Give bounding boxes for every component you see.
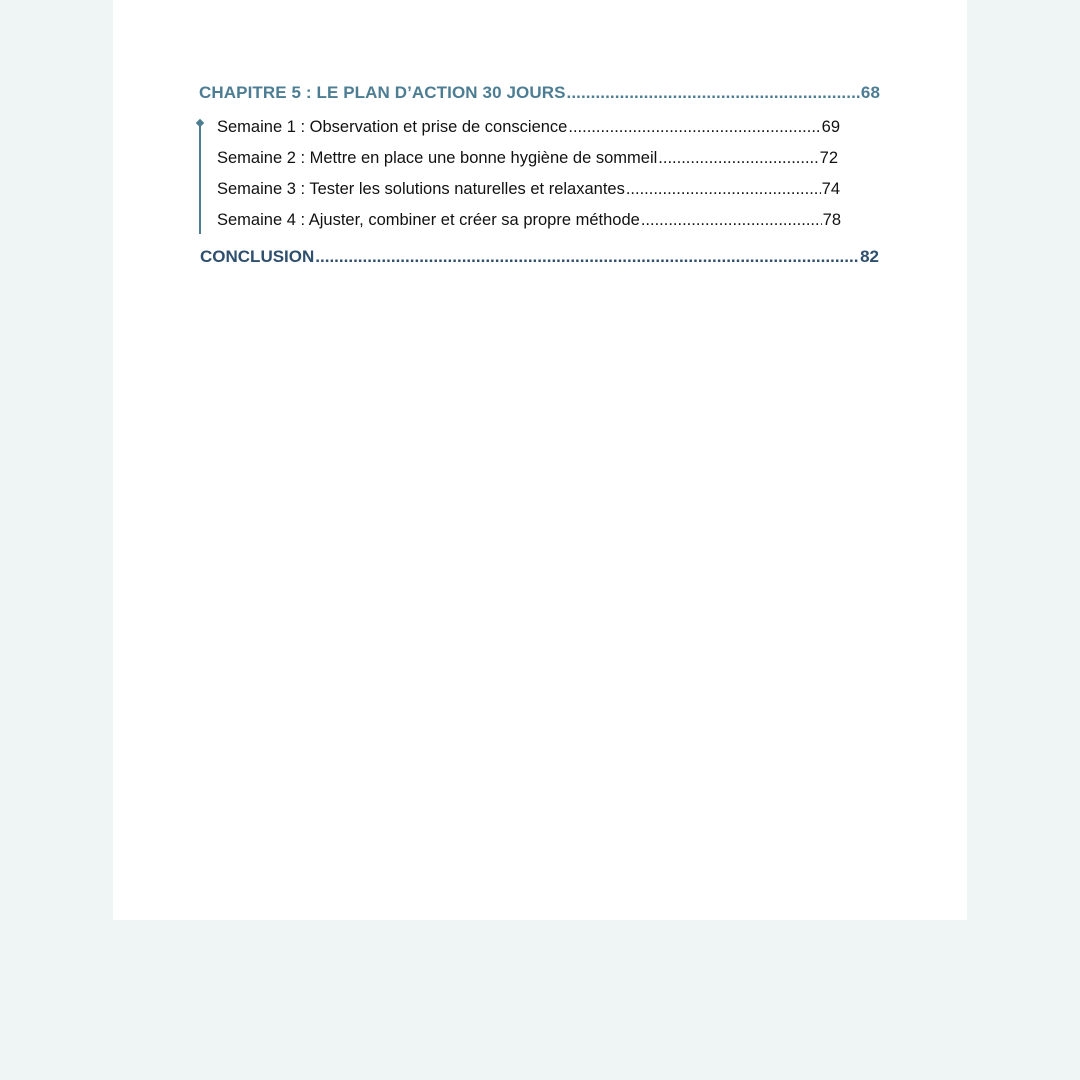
toc-week-page-number: 72	[819, 149, 838, 167]
toc-entry-week-3[interactable]	[217, 180, 840, 199]
toc-entry-week-1[interactable]	[217, 118, 840, 137]
toc-chapter-page-number: 68	[860, 83, 880, 102]
toc-dot-leader	[315, 247, 859, 267]
toc-dot-leader	[626, 180, 821, 199]
toc-section-bar	[199, 124, 201, 234]
toc-week-label: Semaine 4 : Ajuster, combiner et créer sa propre méthode	[217, 211, 640, 229]
toc-week-page-number: 74	[821, 180, 840, 198]
toc-entry-week-2[interactable]	[217, 149, 838, 168]
toc-dot-leader	[568, 118, 820, 137]
toc-dot-leader	[567, 83, 860, 103]
toc-week-page-number: 78	[822, 211, 841, 229]
toc-conclusion-page-number: 82	[860, 247, 879, 266]
toc-conclusion-label: CONCLUSION	[200, 247, 315, 266]
toc-entry-week-4[interactable]	[217, 211, 841, 230]
toc-week-page-number: 69	[821, 118, 840, 136]
toc-dot-leader	[641, 211, 822, 230]
toc-entry-conclusion[interactable]	[200, 247, 879, 267]
toc-week-label: Semaine 3 : Tester les solutions naturelles et relaxantes	[217, 180, 625, 198]
toc-entry-chapter-5[interactable]	[199, 83, 880, 103]
toc-week-label: Semaine 1 : Observation et prise de conscience	[217, 118, 568, 136]
document-page	[113, 0, 967, 920]
toc-chapter-label: CHAPITRE 5 : LE PLAN D’ACTION 30 JOURS	[199, 83, 566, 102]
toc-week-label: Semaine 2 : Mettre en place une bonne hygiène de sommeil	[217, 149, 658, 167]
diamond-bullet-icon	[196, 119, 204, 127]
toc-dot-leader	[658, 149, 818, 168]
